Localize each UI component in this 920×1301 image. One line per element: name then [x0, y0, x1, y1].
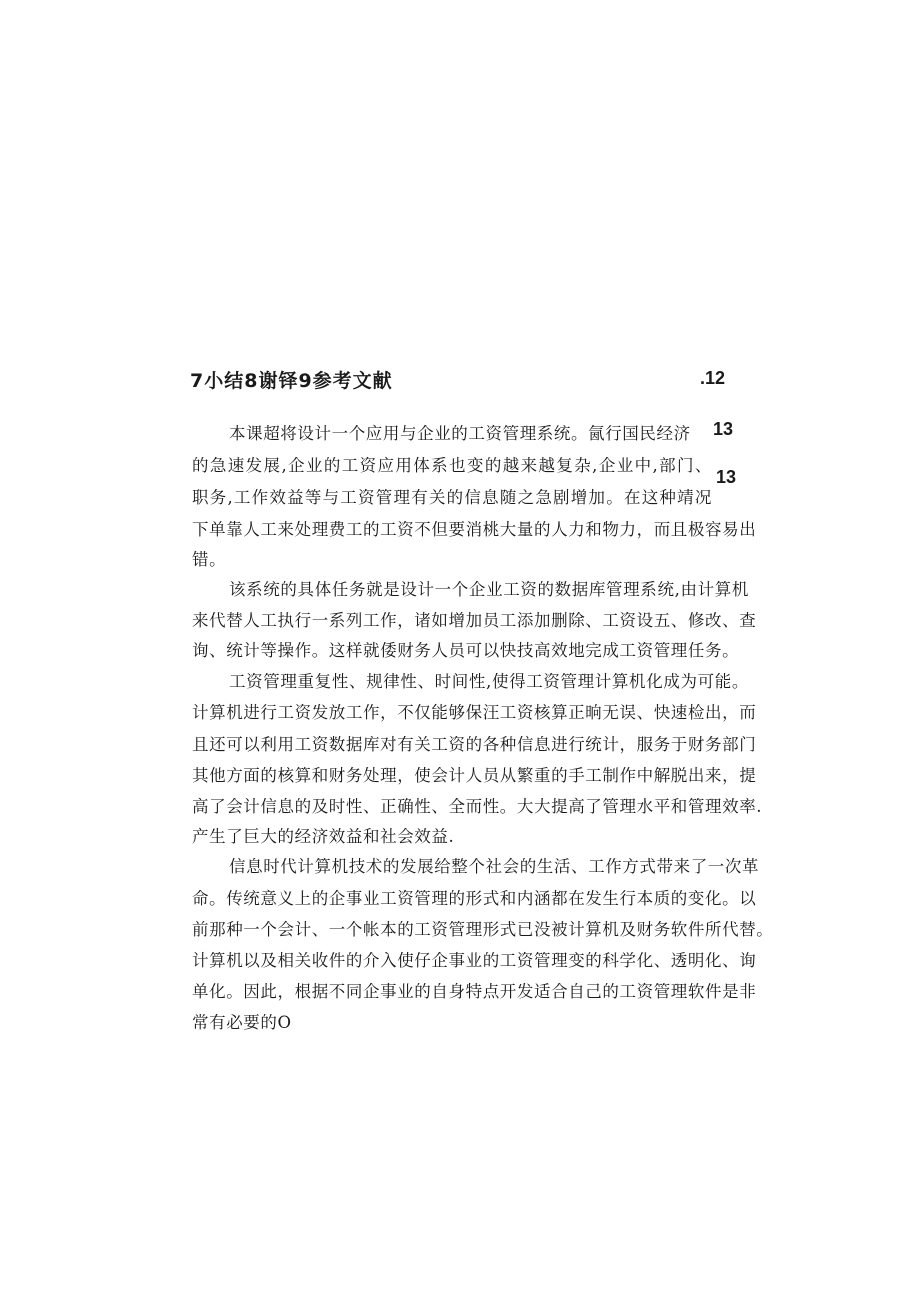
page-number-b: 13: [716, 467, 737, 487]
text-line: 常有必要的O: [192, 1013, 292, 1032]
text-line: 计算机进行工资发放工作，不仅能够保汪工资核算正晌无误、快速检出，而: [192, 703, 757, 722]
toc-page-number: .12: [700, 368, 726, 388]
page-number-a: 13: [713, 419, 734, 439]
text-line: 前那种一个会计、一个帐本的工资管理形式已没被计算机及财务软件所代替。: [192, 920, 774, 939]
text-line: 的急速发展,企业的工资应用体系也变的越来越复杂,企业中,部门、: [192, 456, 712, 475]
text-line: 工资管理重复性、规律性、时间性,使得工资管理计算机化成为可能。: [229, 672, 749, 691]
text-line: 单化。因此，根据不同企事业的自身特点开发适合自己的工资管理软件是非: [192, 982, 757, 1001]
text-line: 且还可以利用工资数据库对有关工资的各种信息进行统计，服务于财务部门: [192, 735, 757, 754]
toc-entries: 7小结8谢铎9参考文献: [190, 370, 393, 392]
text-line: 高了会计信息的及时性、正确性、全而性。大大提高了管理水平和管理效率.: [192, 797, 763, 816]
text-line: 计算机以及相关收件的介入使仔企事业的工资管理变的科学化、透明化、询: [192, 951, 757, 970]
text-line: 产生了巨大的经济效益和社会效益.: [192, 827, 455, 846]
text-line: 命。传统意义上的企事业工资管理的形式和内涵都在发生行本质的变化。以: [192, 889, 757, 908]
text-line: 信息时代计算机技术的发展给整个社会的生活、工作方式带来了一次革: [229, 857, 760, 876]
text-line: 该系统的具体任务就是设计一个企业工资的数据库管理系统,由计算机: [229, 580, 749, 599]
text-line: 错。: [192, 550, 227, 569]
text-line: 来代替人工执行一系列工作，诸如增加员工添加删除、工资设五、修改、查: [192, 611, 757, 630]
text-line: 询、统计等操作。这样就倭财务人员可以快技高效地完成工资管理任务。: [192, 641, 740, 660]
text-line: 职务,工作效益等与工资管理有关的信息随之急剧增加。在这种靖况: [192, 488, 712, 507]
text-line: 本课超将设计一个应用与企业的工资管理系统。氤行国民经济: [229, 424, 691, 443]
text-line: 其他方面的核算和财务处理，使会计人员从繁重的手工制作中解脱出来，提: [192, 766, 757, 785]
text-line: 下单靠人工来处理费工的工资不但要消桃大量的人力和物力，而且极容易出: [192, 520, 757, 539]
